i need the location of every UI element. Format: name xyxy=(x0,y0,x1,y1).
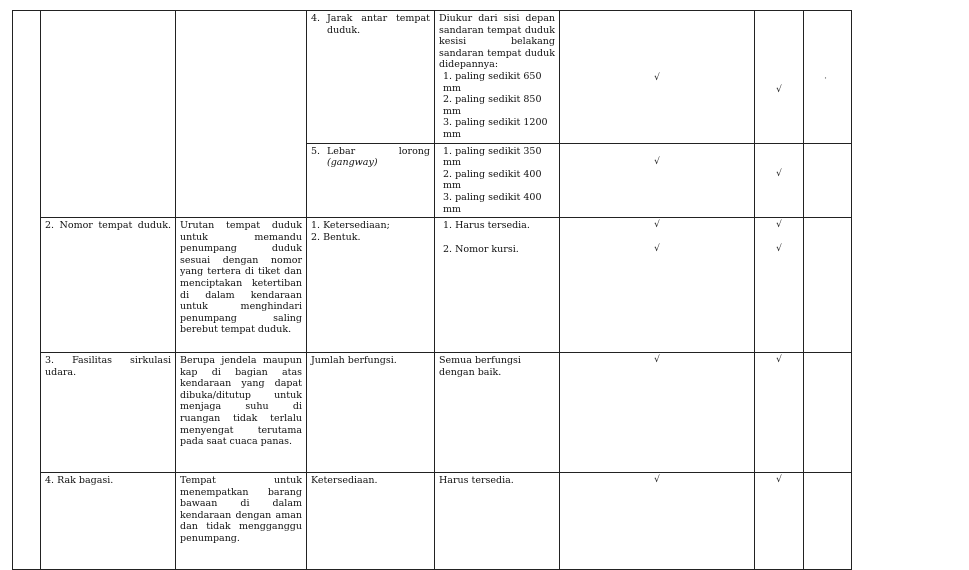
standar-item: 3. paling sedikit 400 mm xyxy=(443,192,555,215)
check-cell-a xyxy=(560,143,755,218)
table-row xyxy=(13,11,969,144)
check-cell-b xyxy=(755,11,804,144)
aspek-cell: Jumlah berfungsi. xyxy=(307,353,435,473)
uraian-cell: Tempat untuk menempatkan barang bawaan di dalam kendaraan dengan aman dan tidak mengganggu penumpang. xyxy=(176,473,307,570)
standar-item: 1. paling sedikit 350 mm xyxy=(443,146,555,169)
blank-number-cell xyxy=(13,11,41,570)
standar-item: 2. Nomor kursi. xyxy=(439,244,555,256)
standar-item: 1. Harus tersedia. xyxy=(439,220,555,232)
standar-cell: Semua berfungsi dengan baik. xyxy=(435,353,560,473)
standar-item: 3. paling sedikit 1200 mm xyxy=(443,117,555,140)
standar-item: 2. paling sedikit 850 mm xyxy=(443,94,555,117)
check-mark: √ xyxy=(564,220,750,232)
table-row xyxy=(13,218,969,353)
uraian-cell xyxy=(176,11,307,218)
jenis-cell xyxy=(41,11,176,218)
check-mark: √ xyxy=(560,73,754,85)
check-mark: √ xyxy=(759,220,799,232)
check-mark: √ xyxy=(755,85,803,97)
check-cell-a: √ xyxy=(560,353,755,473)
standar-cell xyxy=(435,143,560,218)
standar-cell xyxy=(435,11,560,144)
aspek-number: 4. xyxy=(311,13,327,36)
requirements-table xyxy=(12,10,969,570)
notes-cell xyxy=(804,143,852,218)
stray-dot: · xyxy=(824,73,827,85)
aspek-number: 5. xyxy=(311,146,327,169)
notes-cell xyxy=(804,473,852,570)
aspek-italic: (gangway) xyxy=(327,157,430,169)
aspek-item: 2. Bentuk. xyxy=(311,232,430,244)
aspek-item: 1. Ketersediaan; xyxy=(311,220,430,232)
check-cell-a xyxy=(560,11,755,144)
uraian-cell: Urutan tempat duduk untuk memandu penumpang duduk sesuai dengan nomor yang tertera di tiket dan menciptakan ketertiban di dalam kendaraan untuk menghindari penumpang saling berebut tempat duduk. xyxy=(176,218,307,353)
aspek-text: Jarak antar tempat duduk. xyxy=(327,13,430,36)
check-mark: √ xyxy=(759,244,799,256)
jenis-cell: 4. Rak bagasi. xyxy=(41,473,176,570)
aspek-cell xyxy=(307,11,435,144)
aspek-cell xyxy=(307,218,435,353)
standar-item: 2. paling sedikit 400 mm xyxy=(443,169,555,192)
aspek-cell: Ketersediaan. xyxy=(307,473,435,570)
check-cell-b xyxy=(755,218,804,353)
jenis-cell: 2. Nomor tempat duduk. xyxy=(41,218,176,353)
table-row xyxy=(13,353,969,473)
notes-cell xyxy=(804,218,852,353)
check-cell-b: √ xyxy=(755,473,804,570)
check-mark: √ xyxy=(560,157,754,169)
aspek-cell xyxy=(307,143,435,218)
check-cell-b: √ xyxy=(755,353,804,473)
check-cell-a: √ xyxy=(560,473,755,570)
uraian-cell: Berupa jendela maupun kap di bagian atas kendaraan yang dapat dibuka/ditutup untuk menjaga suhu di ruangan tidak terlalu menyengat terutama pada saat cuaca panas. xyxy=(176,353,307,473)
check-cell-b xyxy=(755,143,804,218)
standar-item: 1. paling sedikit 650 mm xyxy=(443,71,555,94)
jenis-cell: 3. Fasilitas sirkulasi udara. xyxy=(41,353,176,473)
standar-cell: Harus tersedia. xyxy=(435,473,560,570)
standar-intro: Diukur dari sisi depan sandaran tempat duduk kesisi belakang sandaran tempat duduk didepannya: xyxy=(439,13,555,71)
notes-cell xyxy=(804,353,852,473)
check-mark: √ xyxy=(755,169,803,181)
notes-cell xyxy=(804,11,852,144)
aspek-text: Lebar lorong xyxy=(327,146,430,158)
table-row xyxy=(13,473,969,570)
check-cell-a xyxy=(560,218,755,353)
check-mark: √ xyxy=(564,244,750,256)
standar-cell xyxy=(435,218,560,353)
